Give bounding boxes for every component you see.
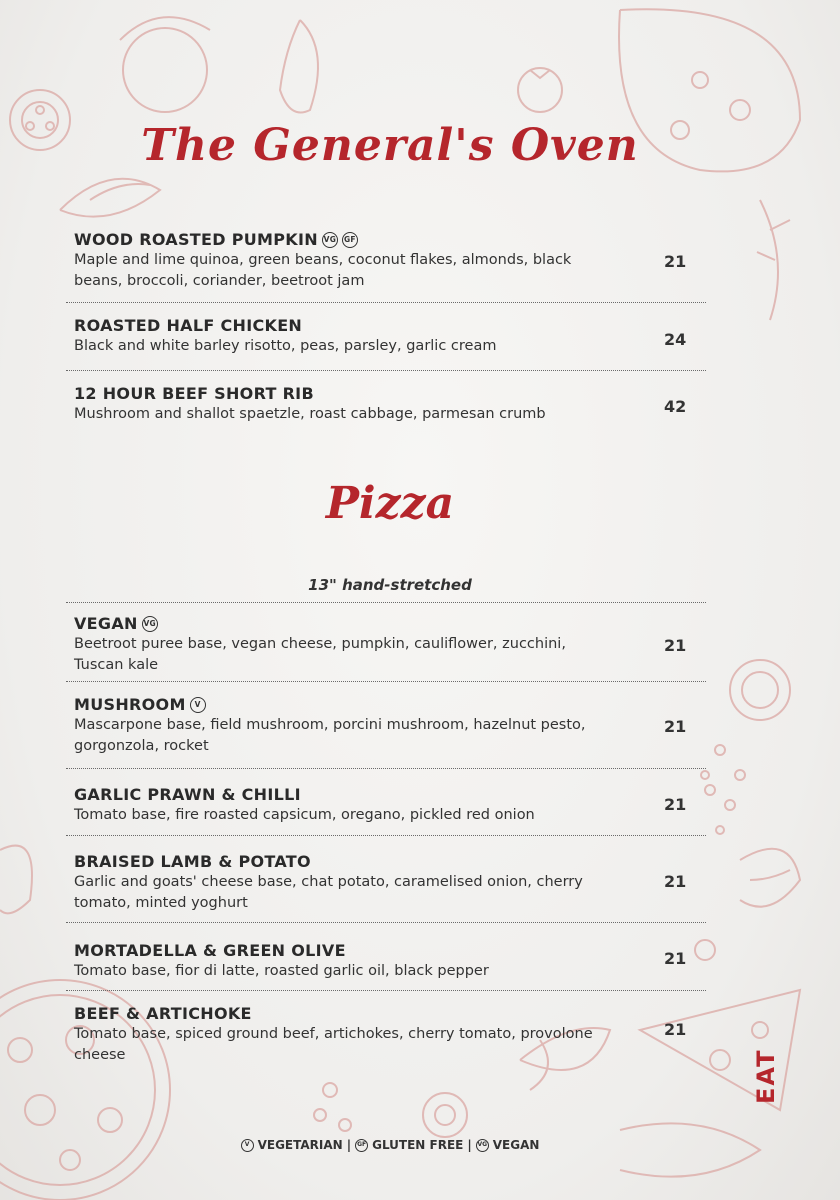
menu-item xyxy=(74,941,694,982)
item-price: 21 xyxy=(664,252,687,271)
item-price: 21 xyxy=(664,717,687,736)
menu-item xyxy=(74,316,694,357)
legend-separator: | xyxy=(346,1138,352,1152)
item-price: 42 xyxy=(664,397,687,416)
item-description: Tomato base, spiced ground beef, artichokes, cherry tomato, provolone cheese xyxy=(74,1026,593,1063)
vegetarian-badge-icon: V xyxy=(241,1139,254,1152)
dotted-divider xyxy=(66,302,706,303)
item-price: 21 xyxy=(664,636,687,655)
dotted-divider xyxy=(66,768,706,769)
menu-item xyxy=(74,785,694,826)
vegan-badge-icon: VG xyxy=(476,1139,489,1152)
legend-separator: | xyxy=(467,1138,472,1152)
item-description: Maple and lime quinoa, green beans, coconut flakes, almonds, black beans, broccoli, coriander, beetroot jam xyxy=(74,252,572,289)
gluten-free-badge-icon: GF xyxy=(342,232,358,248)
dotted-divider xyxy=(66,370,706,371)
dotted-divider xyxy=(66,681,706,682)
vegetarian-badge-icon: V xyxy=(190,697,206,713)
dotted-divider xyxy=(66,602,706,603)
item-title: MUSHROOM xyxy=(74,695,186,714)
menu-item xyxy=(74,1004,694,1066)
item-price: 21 xyxy=(664,872,687,891)
pizza-subtitle: 13" hand-stretched xyxy=(308,576,472,594)
section-title-pizza: Pizza xyxy=(325,478,455,529)
item-name: MORTADELLA & GREEN OLIVE xyxy=(74,941,346,960)
item-description: Garlic and goats' cheese base, chat potato, caramelised onion, cherry tomato, minted yoghurt xyxy=(74,874,583,911)
section-title-ovens: The General's Oven xyxy=(141,120,639,171)
item-name xyxy=(74,230,694,250)
item-title: WOOD ROASTED PUMPKIN xyxy=(74,230,318,249)
item-name xyxy=(74,695,694,715)
item-description: Beetroot puree base, vegan cheese, pumpkin, cauliflower, zucchini, Tuscan kale xyxy=(74,636,566,673)
legend-vegan: VEGAN xyxy=(492,1138,540,1152)
menu-item xyxy=(74,852,694,914)
side-eat-text: EAT xyxy=(752,1048,780,1104)
item-name: BRAISED LAMB & POTATO xyxy=(74,852,311,871)
dotted-divider xyxy=(66,835,706,836)
legend-gluten-free: GLUTEN FREE xyxy=(372,1138,464,1152)
dotted-divider xyxy=(66,990,706,991)
item-description: Mascarpone base, field mushroom, porcini mushroom, hazelnut pesto, gorgonzola, rocket xyxy=(74,717,586,754)
menu-item xyxy=(74,230,694,292)
item-price: 21 xyxy=(664,1020,687,1039)
dietary-legend xyxy=(0,1138,780,1152)
item-price: 21 xyxy=(664,795,687,814)
vegan-badge-icon: VG xyxy=(322,232,338,248)
menu-item xyxy=(74,695,694,757)
item-name xyxy=(74,614,694,634)
item-description: Tomato base, fire roasted capsicum, oregano, pickled red onion xyxy=(74,807,535,823)
item-price: 21 xyxy=(664,949,687,968)
item-name: 12 HOUR BEEF SHORT RIB xyxy=(74,384,314,403)
item-title: VEGAN xyxy=(74,614,138,633)
legend-vegetarian: VEGETARIAN xyxy=(257,1138,343,1152)
item-description: Black and white barley risotto, peas, parsley, garlic cream xyxy=(74,338,497,354)
item-price: 24 xyxy=(664,330,687,349)
menu-item xyxy=(74,614,694,676)
vegan-badge-icon: VG xyxy=(142,616,158,632)
item-name: GARLIC PRAWN & CHILLI xyxy=(74,785,301,804)
item-name: ROASTED HALF CHICKEN xyxy=(74,316,303,335)
dotted-divider xyxy=(66,922,706,923)
gluten-free-badge-icon: GF xyxy=(355,1139,368,1152)
item-description: Tomato base, fior di latte, roasted garlic oil, black pepper xyxy=(74,963,489,979)
item-name: BEEF & ARTICHOKE xyxy=(74,1004,252,1023)
item-description: Mushroom and shallot spaetzle, roast cabbage, parmesan crumb xyxy=(74,406,546,422)
menu-item xyxy=(74,384,694,425)
